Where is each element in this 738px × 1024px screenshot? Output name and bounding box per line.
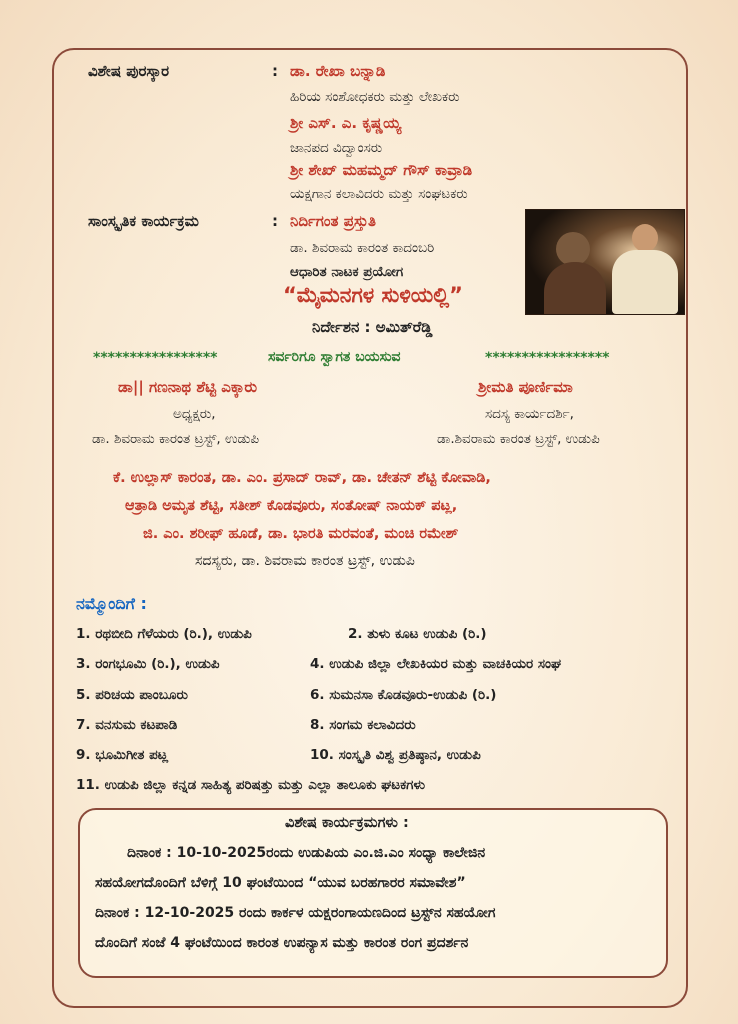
- cultural-label: ಸಾಂಸ್ಕೃತಿಕ ಕಾರ್ಯಕ್ರಮ: [88, 212, 199, 230]
- partner-item: 11. ಉಡುಪಿ ಜಿಲ್ಲಾ ಕನ್ನಡ ಸಾಹಿತ್ಯ ಪರಿಷತ್ತು ಮತ್ತು ಎಲ್ಲಾ ತಾಲೂಕು ಘಟಕಗಳು: [76, 777, 426, 793]
- host-2-name: ಶ್ರೀಮತಿ ಪೂರ್ಣಿಮಾ: [478, 378, 573, 396]
- award-recipient-2-name: ಶ್ರೀ ಎಸ್. ಎ. ಕೃಷ್ಣಯ್ಯ: [290, 114, 402, 132]
- partners-heading: ನಮ್ಮೊಂದಿಗೆ :: [76, 594, 147, 613]
- special-line-2: ಸಹಯೋಗದೊಂದಿಗೆ ಬೆಳಿಗ್ಗೆ 10 ಘಂಟೆಯಿಂದ “ಯುವ ಬರಹಗಾರರ ಸಮಾವೇಶ”: [95, 875, 466, 891]
- award-recipient-3-desc: ಯಕ್ಷಗಾನ ಕಲಾವಿದರು ಮತ್ತು ಸಂಘಟಕರು: [290, 186, 468, 202]
- cultural-line-1: ಡಾ. ಶಿವರಾಮ ಕಾರಂತ ಕಾದಂಬರಿ: [290, 240, 435, 256]
- members-line-2: ಆತ್ರಾಡಿ ಅಮೃತ ಶೆಟ್ಟಿ, ಸತೀಶ್ ಕೊಡವೂರು, ಸಂತೋಷ್ ನಾಯಕ್ ಪಟ್ಲ,: [125, 498, 458, 514]
- partner-item: 3. ರಂಗಭೂಮಿ (ರಿ.), ಉಡುಪಿ: [76, 656, 220, 672]
- partner-item: 8. ಸಂಗಮ ಕಲಾವಿದರು: [310, 717, 416, 733]
- welcome-stars-right: *****************: [485, 350, 610, 366]
- partner-item: 6. ಸುಮನಸಾ ಕೊಡವೂರು-ಉಡುಪಿ (ರಿ.): [310, 687, 497, 703]
- award-colon: :: [272, 62, 278, 80]
- special-programs-box: [78, 808, 668, 978]
- partner-item: 10. ಸಂಸ್ಕೃತಿ ವಿಶ್ವ ಪ್ರತಿಷ್ಠಾನ, ಉಡುಪಿ: [310, 747, 481, 763]
- partner-item: 9. ಭೂಮಿಗೀತ ಪಟ್ಲ: [76, 747, 169, 763]
- host-1-org: ಡಾ. ಶಿವರಾಮ ಕಾರಂತ ಟ್ರಸ್ಟ್, ಉಡುಪಿ: [92, 431, 260, 447]
- partner-item: 5. ಪರಿಚಯ ಪಾಂಬೂರು: [76, 687, 188, 703]
- award-recipient-1-desc: ಹಿರಿಯ ಸಂಶೋಧಕರು ಮತ್ತು ಲೇಖಕರು: [290, 89, 460, 105]
- partner-item: 1. ರಥಬೀದಿ ಗೆಳೆಯರು (ರಿ.), ಉಡುಪಿ: [76, 626, 252, 642]
- cultural-line-2: ಆಧಾರಿತ ನಾಟಕ ಪ್ರಯೋಗ: [290, 264, 404, 280]
- special-line-1: ದಿನಾಂಕ : 10-10-2025ರಂದು ಉಡುಪಿಯ ಎಂ.ಜಿ.ಎಂ ಸಂಧ್ಯಾ ಕಾಲೇಜಿನ: [127, 845, 486, 861]
- welcome-stars-left: *****************: [93, 350, 218, 366]
- award-label: ವಿಶೇಷ ಪುರಸ್ಕಾರ: [88, 62, 170, 80]
- special-line-4: ದೊಂದಿಗೆ ಸಂಜೆ 4 ಘಂಟೆಯಿಂದ ಕಾರಂತ ಉಪನ್ಯಾಸ ಮತ್ತು ಕಾರಂತ ರಂಗ ಪ್ರದರ್ಶನ: [95, 935, 469, 951]
- partner-item: 7. ವನಸುಮ ಕಟಪಾಡಿ: [76, 717, 178, 733]
- cultural-presenter: ನಿರ್ದಿಗಂತ ಪ್ರಸ್ತುತಿ: [290, 212, 376, 230]
- host-2-role: ಸದಸ್ಯ ಕಾರ್ಯದರ್ಶಿ,: [485, 406, 574, 422]
- award-recipient-3-name: ಶ್ರೀ ಶೇಖ್ ಮಹಮ್ಮದ್ ಗೌಸ್ ಕಾವ್ರಾಡಿ: [290, 161, 473, 179]
- host-1-name: ಡಾ|| ಗಣನಾಥ ಶೆಟ್ಟಿ ಎಕ್ಕಾರು: [118, 378, 258, 396]
- award-recipient-1-name: ಡಾ. ರೇಖಾ ಬನ್ನಾಡಿ: [290, 62, 386, 80]
- welcome-text: ಸರ್ವರಿಗೂ ಸ್ವಾಗತ ಬಯಸುವ: [268, 349, 401, 365]
- play-title: “ಮೈಮನಗಳ ಸುಳಿಯಲ್ಲಿ”: [283, 283, 463, 307]
- special-heading: ವಿಶೇಷ ಕಾರ್ಯಕ್ರಮಗಳು :: [285, 815, 409, 831]
- partner-item: 2. ತುಳು ಕೂಟ ಉಡುಪಿ (ರಿ.): [348, 626, 487, 642]
- host-1-role: ಅಧ್ಯಕ್ಷರು,: [173, 406, 216, 422]
- members-caption: ಸದಸ್ಯರು, ಡಾ. ಶಿವರಾಮ ಕಾರಂತ ಟ್ರಸ್ಟ್, ಉಡುಪಿ: [195, 553, 415, 569]
- director-line: ನಿರ್ದೇಶನ : ಅಮಿತ್‌ರೆಡ್ಡಿ: [312, 318, 433, 336]
- play-photo: [525, 209, 685, 315]
- members-line-3: ಜಿ. ಎಂ. ಶರೀಫ್ ಹೂಡೆ, ಡಾ. ಭಾರತಿ ಮರವಂತೆ, ಮಂಚಿ ರಮೇಶ್: [143, 526, 459, 542]
- award-recipient-2-desc: ಜಾನಪದ ವಿದ್ವಾಂಸರು: [290, 140, 383, 156]
- partner-item: 4. ಉಡುಪಿ ಜಿಲ್ಲಾ ಲೇಖಕಿಯರ ಮತ್ತು ವಾಚಕಿಯರ ಸಂಘ: [310, 656, 562, 672]
- cultural-colon: :: [272, 212, 278, 230]
- members-line-1: ಕೆ. ಉಲ್ಲಾಸ್ ಕಾರಂತ, ಡಾ. ಎಂ. ಪ್ರಸಾದ್ ರಾವ್, ಡಾ. ಚೇತನ್ ಶೆಟ್ಟಿ ಕೋವಾಡಿ,: [113, 470, 491, 486]
- special-line-3: ದಿನಾಂಕ : 12-10-2025 ರಂದು ಕಾರ್ಕಳ ಯಕ್ಷರಂಗಾಯಣದಿಂದ ಟ್ರಸ್ಟ್‌ನ ಸಹಯೋಗ: [95, 905, 496, 921]
- host-2-org: ಡಾ.ಶಿವರಾಮ ಕಾರಂತ ಟ್ರಸ್ಟ್, ಉಡುಪಿ: [437, 431, 600, 447]
